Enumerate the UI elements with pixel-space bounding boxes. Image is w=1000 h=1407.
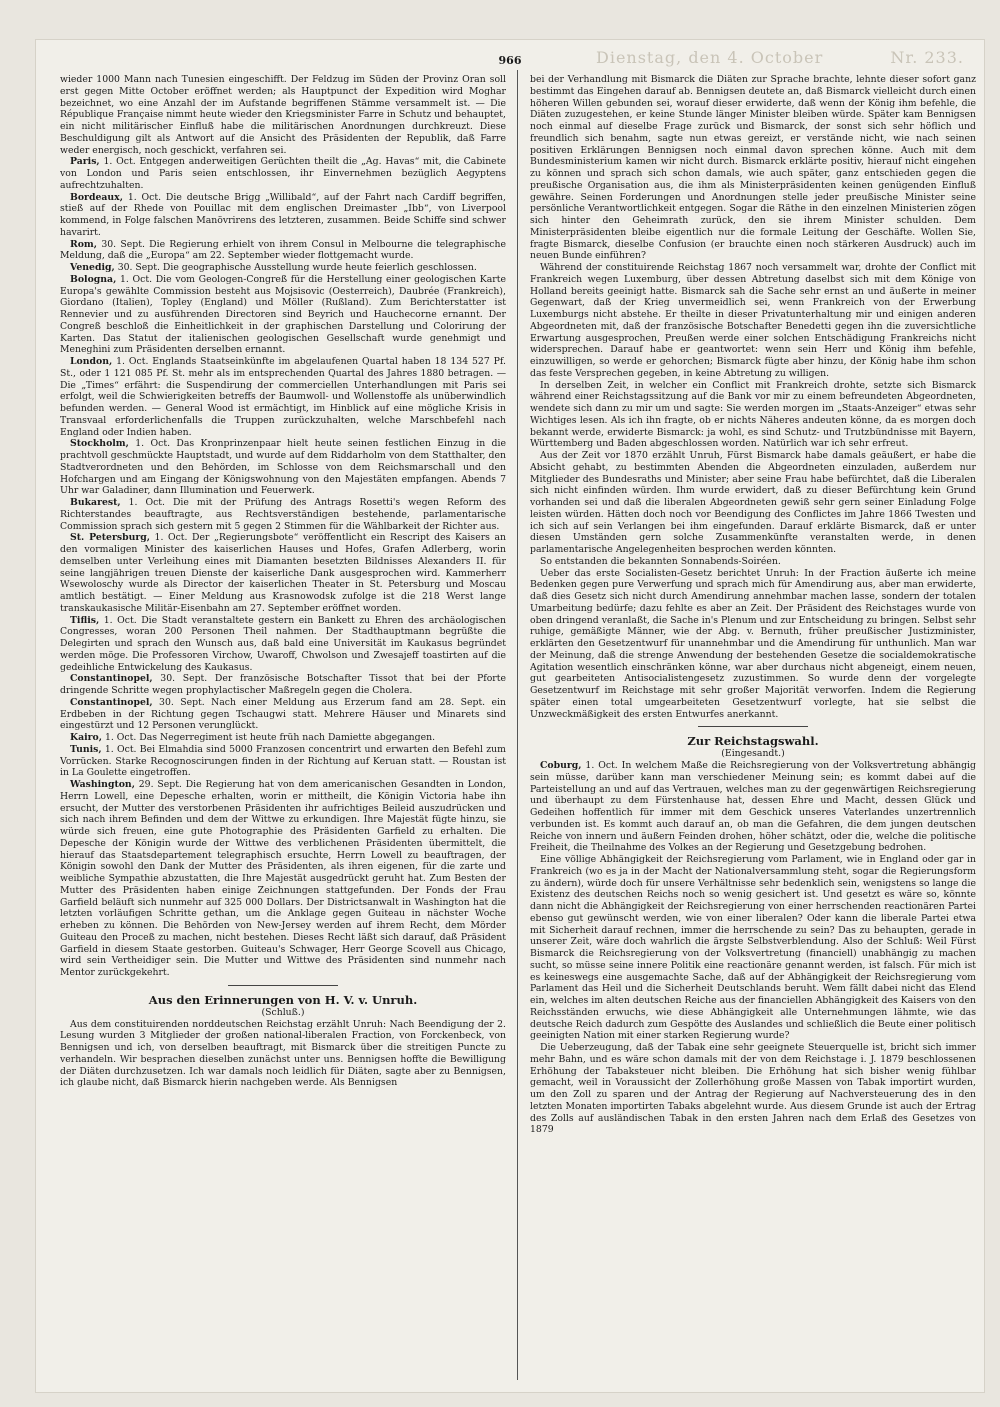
dateline-place: Paris, — [70, 156, 100, 168]
right-column — [530, 74, 976, 1382]
ghost-header-date: Dienstag, den 4. October — [596, 48, 824, 67]
dateline-place: Tiflis, — [70, 614, 100, 626]
paragraph — [530, 760, 976, 854]
paragraph-text: 1. Oct. In welchem Maße die Reichsregierung von der Volksvertretung abhängig sein müsse, darüber kann man verschiedener Meinung sein; es kommt dabei auf die Parteistellung an und auf das Vertrauen, welches man zu der gegenwärtigen Reichsregierung und überhaupt zu dem Fürstenhause hat, dessen Ehre und Macht, dessen Glück und Gedeihen hoffentlich für immer mit dem Geschick unseres Vaterlandes unzertrennlich verbunden ist. Es kommt auch darauf an, ob man die Gefahren, die dem jungen deutschen Reiche von innern und äußern Feinden drohen, höher schätzt, oder die, welche die politische Freiheit, die Theilnahme des Volkes an der Regierung und Gesetzgebung bedrohen. — [530, 760, 976, 854]
paragraph — [60, 274, 506, 356]
section-subtitle-reichstagswahl: (Eingesandt.) — [721, 748, 785, 760]
section-title-reichstagswahl: Zur Reichstagswahl. — [687, 734, 819, 749]
paragraph — [60, 732, 506, 744]
dateline-place: Constantinopel, — [70, 696, 153, 708]
paragraph — [60, 239, 506, 263]
paragraph — [60, 615, 506, 674]
paragraph-text: bei der Verhandlung mit Bismarck die Diäten zur Sprache brachte, lehnte dieser sofort ganz bestimmt das Eingehen darauf ab. Bennigsen deutete an, daß Bismarck vielleicht durch einen höheren Willen gebunden sei, worauf dieser erwiderte, daß wenn der König ihm befehle, die Diäten zuzugestehen, er keine Stunde länger Minister bleiben würde. Später kam Bennigsen noch einmal auf dieselbe Frage zurück und Bismarck, der sonst sich sehr höflich und freundlich sich benahm, sagte nun etwas gereizt, er verstände nicht, wie nach seinen positiven Erklärungen Bennigsen noch einmal davon sprechen könne. Auch mit dem Bundesministerium kamen wir nicht durch. Bismarck erklärte positiv, hierauf nicht eingehen zu können und sprach sich schon damals, wie auch später, ganz entschieden gegen die preußische Organisation aus, die ihm als Ministerpräsidenten keinen genügenden Einfluß gewähre. Seinen Forderungen und Anordnungen stelle jeder preußische Minister seine persönliche Verantwortlichkeit entgegen. Sogar die Räthe in den einzelnen Ministerien zögen sich hinter den Geheimrath zurück, den sie ihrem Minister schulden. Dem Ministerpräsidenten bleibe eigentlich nur die formale Leitung der Geschäfte. Wollen Sie, fragte Bismarck, dieselbe Confusion (er brauchte einen noch stärkeren Ausdruck) auch im neuen Bunde einführen? — [530, 74, 976, 262]
paragraph-text: Ueber das erste Socialisten-Gesetz berichtet Unruh: In der Fraction äußerte ich meine Bedenken gegen pure Verwerfung und sprach mich für Amendirung aus, aber man erwiderte, daß dies Gesetz sich nicht durch Amendirung annehmbar machen lasse, sondern der totalen Umarbeitung bedürfe; dazu fehlte es aber an Zeit. Der Präsident des Reichstages wurde von oben dringend veranlaßt, die Sache in's Plenum und zur Entscheidung zu bringen. Selbst sehr ruhige, gemäßigte Männer, wie der Abg. v. Bernuth, früher preußischer Justizminister, erklärten den Gesetzentwurf für unannehmbar und die Amendirung für unthunlich. Man war der Meinung, daß die strenge Anwendung der bestehenden Gesetze die socialdemokratische Agitation wesentlich einschränken könne, war aber durchaus nicht abgeneigt, einem neuen, gut gearbeiteten Antisocialistengesetz zuzustimmen. So wurde denn der vorgelegte Gesetzentwurf im Reichstage mit sehr großer Majorität verworfen. Indem die Regierung später einen total umgearbeiteten Gesetzentwurf vorlegte, hat sie selbst die Unzweckmäßigkeit des ersten Entwurfes anerkannt. — [530, 567, 976, 720]
paragraph — [60, 192, 506, 239]
paragraph-text: 29. Sept. Die Regierung hat von dem americanischen Gesandten in London, Herrn Lowell, eine Depesche erhalten, worin er mittheilt, die Königin Victoria habe ihn ersucht, der Mutter des verstorbenen Präsidenten ihr aufrichtiges Beileid auszudrücken und sich nach ihrem Befinden und dem der Wittwe zu erkundigen. Ihre Majestät fügte hinzu, sie würde sich freuen, eine gute Photographie des Präsidenten Garfield zu erhalten. Die Depesche der Königin wurde der Wittwe des verblichenen Präsidenten übermittelt, die hierauf das Staatsdepartement telegraphisch ersuchte, Herrn Lowell zu beauftragen, der Königin sowohl den Dank der Mutter des Präsidenten, als ihren eigenen, für die zarte und weibliche Sympathie abzustatten, die Ihre Majestät ausgedrückt geruht hat. Zum Besten der Mutter des Präsidenten haben einige Zeichnungen stattgefunden. Der Fonds der Frau Garfield beläuft sich nunmehr auf 325 000 Dollars. Der Districtsanwalt in Washington hat die letzten vorläufigen Schritte gethan, um die Anklage gegen Guiteau in nächster Woche erheben zu können. Die Behörden von New-Jersey werden auf ihrem Recht, dem Mörder Guiteau den Proceß zu machen, nicht bestehen. Dieses Recht läßt sich darauf, daß Präsident Garfield in diesem Staate gestorben. Guiteau's Schwager, Herr George Scovell aus Chicago, wird sein Vertheidiger sein. Die Mutter und Wittwe des Präsidenten sind nunmehr nach Mentor zurückgekehrt. — [60, 779, 506, 978]
paragraph-text: 30. Sept. Die geographische Ausstellung wurde heute feierlich geschlossen. — [117, 262, 477, 273]
section-subtitle-unruh: (Schluß.) — [261, 1006, 305, 1018]
paragraph-text: Aus der Zeit vor 1870 erzählt Unruh, Fürst Bismarck habe damals geäußert, er habe die Absicht gehabt, zu bestimmten Abenden die Abgeordneten einzuladen, außerdem nur Mitglieder des Bundesraths und Minister; aber seine Frau habe befürchtet, daß die Liberalen sich nicht einfinden würden. Ihm wurde erwidert, daß zu dieser Befürchtung kein Grund vorhanden sei und daß die liberalen Abgeordneten gewiß sehr gern seiner Einladung Folge leisten würden. Hätten doch noch vor Beendigung des Conflictes im Jahre 1866 Twesten und ich sich auf sein Verlangen bei ihm eingefunden. Darauf erklärte Bismarck, daß er unter diesen Umständen gern solche Zusammenkünfte veranstalten werde, in denen parlamentarische Angelegenheiten besprochen werden könnten. — [530, 450, 976, 555]
dateline-place: Constantinopel, — [70, 673, 153, 685]
paragraph-text: 1. Oct. Das Kronprinzenpaar hielt heute seinen festlichen Einzug in die prachtvoll geschmückte Hauptstadt, und wurde auf dem Riddarholm von dem Statthalter, den Stadtverordneten und den Behörden, im Schlosse von dem Reichsmarschall und den Hofchargen und am Eingang der Königswohnung von den Majestäten empfangen. Abends 7 Uhr war Galadiner, dann Illumination und Feuerwerk. — [60, 438, 506, 497]
paragraph — [60, 532, 506, 614]
dateline-place: Venedig, — [70, 262, 115, 273]
paragraph — [60, 497, 506, 532]
paragraph — [530, 854, 976, 1042]
paragraph-text: 1. Oct. Entgegen anderweitigen Gerüchten theilt die „Ag. Havas“ mit, die Cabinete von London und Paris seien entschlossen, ihr Einvernehmen bezüglich Aegyptens aufrechtzuhalten. — [60, 156, 506, 191]
dateline-place: Stockholm, — [70, 438, 129, 450]
paragraph-text: 1. Oct. Die deutsche Brigg „Willibald“, auf der Fahrt nach Cardiff begriffen, stieß auf der Rhede von Pouillac mit dem englischen Dreimaster „Ibb“, von Liverpool kommend, in Folge falschen Manövrirens des letzteren, zusammen. Beide Schiffe sind schwer havarirt. — [60, 191, 506, 238]
dateline-place: Tunis, — [70, 743, 102, 755]
paragraph-text: 1. Oct. Englands Staatseinkünfte im abgelaufenen Quartal haben 18 134 527 Pf. St., oder 1 121 085 Pf. St. mehr als im entsprechenden Quartal des Jahres 1880 betragen. — Die „Times“ erfährt: die Suspendirung der commerciellen Unterhandlungen mit Paris sei erfolgt, weil die Schwierigkeiten betreffs der Baumwoll- und Wollenstoffe als unüberwindlich befunden werden. — General Wood ist ermächtigt, im Hinblick auf eine mögliche Krisis in Transvaal erforderlichenfalls die Truppen zurückzuhalten, welche Marschbefehl nach England oder Indien haben. — [60, 356, 506, 438]
paragraph — [60, 262, 506, 274]
dateline-place: Bordeaux, — [70, 191, 123, 203]
ghost-header-number: Nr. 233. — [890, 48, 964, 67]
newspaper-page — [36, 40, 984, 1392]
paragraph — [60, 156, 506, 191]
section-rule — [698, 726, 808, 727]
paragraph — [60, 438, 506, 497]
paragraph-text: 30. Sept. Nach einer Meldung aus Erzerum fand am 28. Sept. ein Erdbeben in der Richtung gegen Tschaugwi statt. Mehrere Häuser und Minarets sind eingestürzt und 12 Personen verunglückt. — [60, 696, 506, 732]
paragraph-text: 30. Sept. Die Regierung erhielt von ihrem Consul in Melbourne die telegraphische Meldung, daß die „Europa“ am 22. September wieder flottgemacht wurde. — [60, 238, 506, 262]
paragraph-text: 30. Sept. Der französische Botschafter Tissot that bei der Pforte dringende Schritte wegen prophylactischer Maßregeln gegen die Cholera. — [60, 673, 506, 696]
paragraph — [530, 556, 976, 568]
paragraph-text: 1. Oct. Die mit der Prüfung des Antrags Rosetti's wegen Reform des Richterstandes beauftragte, aus Rechtsverständigen bestehende, parlamentarische Commission sprach sich gestern mit 5 gegen 2 Stimmen für die Wählbarkeit der Richter aus. — [60, 497, 506, 532]
paragraph — [60, 779, 506, 979]
paragraph — [530, 262, 976, 380]
paragraph — [530, 568, 976, 721]
dateline-place: Bukarest, — [70, 497, 121, 508]
column-divider — [517, 70, 518, 1380]
paragraph-text: wieder 1000 Mann nach Tunesien eingeschifft. Der Feldzug im Süden der Provinz Oran soll erst gegen Mitte October eröffnet werden; als Hauptpunct der Expedition wird Moghar bezeichnet, wo eine Anzahl der im Aufstande begriffenen Stämme versammelt ist. — Die République Française nimmt heute wieder den Kriegsminister Farre in Schutz und behauptet, ein nicht militärischer Einfluß habe die militärischen Anordnungen durchkreuzt. Diese Beschuldigung gilt als Antwort auf die Ansicht des Präsidenten der Republik, daß Farre weder energisch, noch geschickt, verfahren sei. — [60, 74, 506, 156]
paragraph-text: 1. Oct. Der „Regierungsbote“ veröffentlicht ein Rescript des Kaisers an den vormaligen Minister des kaiserlichen Hauses und Hofes, Grafen Adlerberg, worin demselben unter Verleihung eines mit Diamanten besetzten Bildnisses Alexanders II. für seine langjährigen treuen Dienste der kaiserliche Dank ausgesprochen wird. Kammerherr Wsewoloschy wurde als Director der kaiserlichen Theater in St. Petersburg und Moscau amtlich bestätigt. — Einer Meldung aus Krasnowodsk zufolge ist die 218 Werst lange transkaukasische Militär-Eisenbahn am 27. September eröffnet worden. — [60, 532, 506, 614]
dateline-place: Washington, — [70, 779, 135, 790]
unruh-article-continued — [530, 74, 976, 720]
paragraph-text: 1. Oct. Die vom Geologen-Congreß für die Herstellung einer geologischen Karte Europa's gewählte Commission besteht aus Mojsisovic (Oesterreich), Daubrée (Frankreich), Giordano (Italien), Topley (England) und Möller (Rußland). Zum Berichterstatter ist Rennevier und zu ausführenden Directoren sind Beyrich und Hauchecorne ernannt. Der Congreß beschloß die Einheitlichkeit in der graphischen Darstellung und Colorirung der Karten. Das Statut der italienischen geologischen Gesellschaft wurde genehmigt und Meneghini zum Präsidenten derselben ernannt. — [60, 273, 506, 356]
page-number: 966 — [498, 54, 522, 67]
paragraph — [60, 744, 506, 779]
left-column — [60, 74, 506, 1382]
dateline-place: Kairo, — [70, 732, 102, 743]
paragraph — [60, 673, 506, 697]
dateline-place: St. Petersburg, — [70, 532, 150, 544]
reichstagswahl-article — [530, 760, 976, 1136]
dateline-place: Rom, — [70, 238, 98, 250]
news-list — [60, 74, 506, 979]
paragraph-text: In derselben Zeit, in welcher ein Conflict mit Frankreich drohte, setzte sich Bismarck während einer Reichstagssitzung auf die Bank vor mir zu einem befreundeten Abgeordneten, wendete sich dann zu mir um und sagte: Sie werden morgen im „Staats-Anzeiger“ etwas sehr Wichtiges lesen. Als ich ihn fragte, ob er nichts Näheres andeuten könne, da es morgen doch bekannt werde, erwiderte Bismarck: ja wohl, es sind Schutz- und Trutzbündnisse mit Bayern, Württemberg und Baden abgeschlossen worden. Natürlich war ich sehr erfreut. — [530, 379, 976, 450]
paragraph-text: Eine völlige Abhängigkeit der Reichsregierung vom Parlament, wie in England oder gar in Frankreich (wo es ja in der Macht der Nationalversammlung steht, sogar die Regierungsform zu ändern), würde doch für unsere Verhältnisse sehr bedenklich sein, wenigstens so lange die Existenz des deutschen Reichs noch so wenig gesichert ist. Und gesetzt es wäre so, könnte dann nicht die Abhängigkeit der Reichsregierung von einer herrschenden reactionären Partei ebenso gut gewünscht werden, wie von einer liberalen? Oder kann die liberale Partei etwa mit Sicherheit darauf rechnen, immer die herrschende zu sein? Das zu behaupten, gerade in unserer Zeit, wäre doch wahrlich die ärgste Selbstverblendung. Also der Schluß: Weil Fürst Bismarck die Reichsregierung von der Volksvertretung (financiell) unabhängig zu machen sucht, so müsse seine innere Politik eine reactionäre genannt werden, ist falsch. Für mich ist es keineswegs eine ausgemachte Sache, daß auf der Abhängigkeit der Reichsregierung vom Parlament das Heil und die Sicherheit Deutschlands beruht. Wem fällt dabei nicht das Elend ein, welches im alten deutschen Reiche aus der financiellen Abhängigkeit des Kaisers von den Reichsständen erwuchs, wie diese Abhängigkeit alle Unternehmungen lähmte, wie das deutsche Reich dadurch zum Gespötte des Auslandes und schließlich die Beute einer politisch geeinigten Nation mit einer starken Regierung wurde? — [530, 854, 976, 1042]
paragraph — [60, 356, 506, 438]
paragraph — [60, 74, 506, 156]
dateline-place: London, — [70, 356, 113, 367]
dateline-place: Bologna, — [70, 273, 117, 285]
paragraph-text: 1. Oct. Das Negerregiment ist heute früh nach Damiette abgegangen. — [104, 732, 436, 743]
paragraph — [530, 1042, 976, 1136]
paragraph — [530, 380, 976, 451]
paragraph-text: Während der constituirende Reichstag 1867 noch versammelt war, drohte der Conflict mit Frankreich wegen Luxemburg, über dessen Abtretung daselbst sich mit dem Könige von Holland bereits geeinigt hatte. Bismarck sah die Sache sehr ernst an und äußerte in meiner Gegenwart, daß der Krieg unvermeidlich sei, wenn Frankreich von der Erwerbung Luxemburgs nicht abstehe. Er theilte in dieser Privatunterhaltung mir und einigen anderen Abgeordneten mit, daß der französische Botschafter Benedetti gegen ihn die zuversichtliche Erwartung ausgesprochen, Preußen werde einer solchen Entschädigung Frankreichs nicht widersprechen. Darauf habe er geantwortet: wenn sein Herr und König ihm befehle, einzuwilligen, so werde er gehorchen; Bismarck fügte aber hinzu, der König habe ihm schon das feste Versprechen gegeben, in keine Abtretung zu willigen. — [530, 262, 976, 379]
dateline-place: Coburg, — [540, 760, 582, 771]
paragraph-text: So entstanden die bekannten Sonnabends-Soiréen. — [540, 555, 781, 567]
paragraph-text: 1. Oct. Bei Elmahdia sind 5000 Franzosen concentrirt und erwarten den Befehl zum Vorrücken. Starke Recognoscirungen finden in der Richtung auf Keruan statt. — Roustan ist in La Goulette eingetroffen. — [60, 743, 506, 779]
paragraph — [60, 1019, 506, 1090]
paragraph — [60, 697, 506, 732]
paragraph-text: 1. Oct. Die Stadt veranstaltete gestern ein Bankett zu Ehren des archäologischen Congresses, woran 200 Personen Theil nahmen. Der Stadthauptmann begrüßte die Delegirten und sprach den Wunsch aus, daß bald eine Universität im Kaukasus begründet werden möge. Die Professoren Virchow, Uwaroff, Chwolson und Zwesajeff toastirten auf die gedeihliche Entwickelung des Kaukasus. — [60, 614, 506, 673]
paragraph-text: Die Ueberzeugung, daß der Tabak eine sehr geeignete Steuerquelle ist, bricht sich immer mehr Bahn, und es wäre schon damals mit der von dem Reichstage i. J. 1879 beschlossenen Erhöhung der Tabaksteuer nicht bleiben. Die Erhöhung hat sich bisher wenig fühlbar gemacht, weil in Voraussicht der Zollerhöhung große Massen von Tabak importirt wurden, um den Zoll zu sparen und der Antrag der Regierung auf Nachversteuerung des in den letzten Monaten importirten Tabaks abgelehnt wurde. Aus diesem Grunde ist auch der Ertrag des Zolls auf ausländischen Tabak in den ersten Jahren nach dem Erlaß des Gesetzes von 1879 — [530, 1042, 976, 1136]
section-rule — [228, 985, 338, 986]
paragraph-text: Aus dem constituirenden norddeutschen Reichstag erzählt Unruh: Nach Beendigung der 2. Lesung wurden 3 Mitglieder der großen national-liberalen Fraction, von Forckenbeck, von Bennigsen und ich, von derselben beauftragt, mit Bismarck über die streitigen Puncte zu verhandeln. Wir besprachen dieselben zunächst unter uns. Bennigsen hoffte die Bewilligung der Diäten durchzusetzen. Ich war damals noch leidlich für Diäten, sagte aber zu Bennigsen, ich glaube nicht, daß Bismarck hierin nachgeben werde. Als Bennigsen — [60, 1018, 506, 1089]
section-title-unruh: Aus den Erinnerungen von H. V. v. Unruh. — [148, 992, 418, 1007]
paragraph — [530, 74, 976, 262]
paragraph — [530, 450, 976, 556]
unruh-article — [60, 1019, 506, 1090]
